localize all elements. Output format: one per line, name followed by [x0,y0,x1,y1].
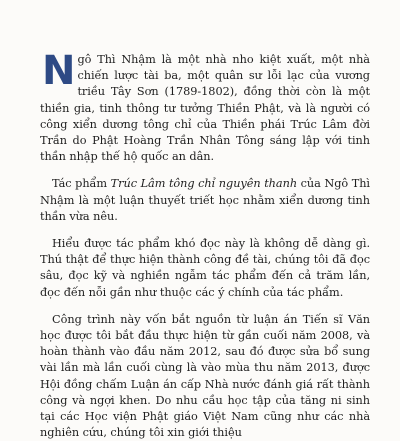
paragraph-work-before: Tác phẩm [52,177,111,191]
paragraph-intro [40,48,370,165]
book-title: Trúc Lâm tông chỉ nguyên thanh [110,177,298,191]
paragraph-work [40,176,370,225]
paragraph-understanding: Hiểu được tác phẩm khó đọc này là không dễ dàng gì. Thú thật để thực hiện thành công đề tài, chúng tôi đã đọc sâu, đọc kỹ và nghiền ngẫm tác phẩm đến cả trăm lần, đọc đến nỗi gần như thuộc các ý chính của tác phẩm. [40,237,370,299]
paragraph-intro-text: gô Thì Nhậm là một nhà nho kiệt xuất, một nhà chiến lược tài ba, một quân sư lỗi lạc của vương triều Tây Sơn (1789-1802), đồng thời còn là một thiền gia, tinh thông tư tưởng Thiền Phật, và là người có công xiển dương tông chỉ của Thiền phái Trúc Lâm đời Trần do Phật Hoàng Trần Nhân Tông sáng lập với tinh thần nhập thế hộ quốc an dân. [40,53,370,164]
paragraph-work-after: của Ngô Thì Nhậm là một luận thuyết triết học nhằm xiển dương tinh thần vừa nêu. [40,177,370,223]
paragraph-origin: Công trình này vốn bắt nguồn từ luận án Tiến sĩ Văn học được tôi bắt đầu thực hiện từ gần cuối năm 2008, và hoàn thành vào đầu năm 2012, sau đó được sửa bổ sung vài lần mà lần cuối cùng là vào mùa thu năm 2013, được Hội đồng chấm Luận án cấp Nhà nước đánh giá rất thành công và ngợi khen. Do nhu cầu học tập của tăng ni sinh tại các Học viện Phật giáo Việt Nam cũng như các nhà nghiên cứu, chúng tôi xin giới thiệu [40,312,370,440]
drop-cap: N [42,48,76,94]
